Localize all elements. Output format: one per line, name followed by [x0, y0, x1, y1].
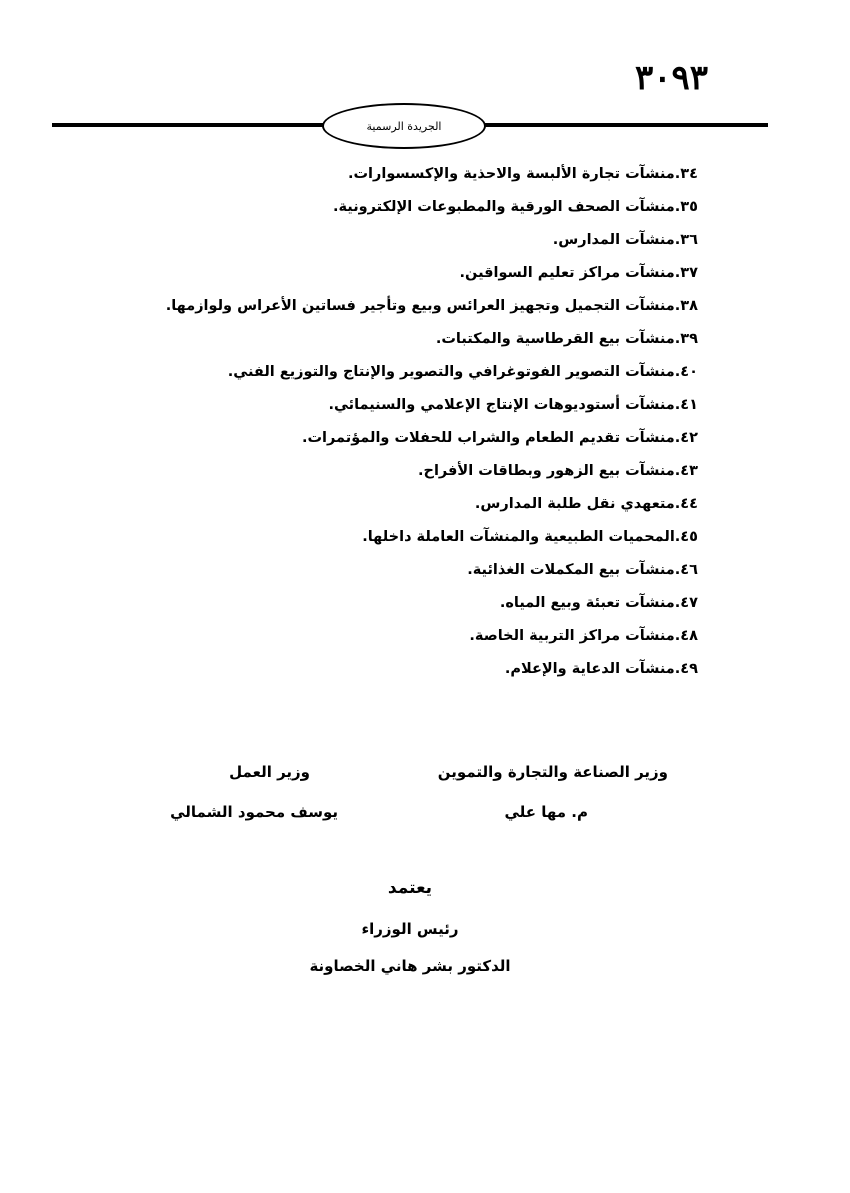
list-item: ٤٦.منشآت بيع المكملات الغذائية. — [467, 562, 698, 578]
approval-label: يعتمد — [387, 878, 433, 898]
establishments-list — [78, 158, 698, 686]
page-number: ٣٠٩٣ — [634, 58, 708, 98]
list-item: ٣٦.منشآت المدارس. — [552, 232, 698, 248]
list-item: ٤٣.منشآت بيع الزهور وبطاقات الأفراح. — [417, 463, 698, 479]
list-item: ٣٥.منشآت الصحف الورقية والمطبوعات الإلكترونية. — [332, 199, 698, 215]
list-item: ٣٤.منشآت تجارة الألبسة والاحذية والإكسسوارات. — [347, 166, 698, 182]
gazette-title-badge — [322, 103, 486, 149]
list-item: ٣٨.منشآت التجميل وتجهيز العرائس وبيع وتأجير فساتين الأعراس ولوازمها. — [165, 298, 698, 314]
industry-minister-title: وزير الصناعة والتجارة والتموين — [437, 763, 668, 781]
labor-minister-name: يوسف محمود الشمالي — [170, 803, 338, 821]
list-item: ٤٢.منشآت تقديم الطعام والشراب للحفلات والمؤتمرات. — [301, 430, 698, 446]
labor-minister-title: وزير العمل — [229, 763, 310, 781]
list-item: ٤٩.منشآت الدعاية والإعلام. — [504, 661, 698, 677]
list-item: ٤٠.منشآت التصوير الفوتوغرافي والتصوير والإنتاج والتوزيع الفني. — [227, 364, 698, 380]
list-item: ٤١.منشآت أستوديوهات الإنتاج الإعلامي والسنيمائي. — [328, 397, 698, 413]
list-item: ٤٧.منشآت تعبئة وبيع المياه. — [499, 595, 698, 611]
industry-minister-name: م. مها علي — [504, 803, 588, 821]
prime-minister-title: رئيس الوزراء — [361, 920, 459, 938]
list-item: ٤٥.المحميات الطبيعية والمنشآت العاملة داخلها. — [362, 529, 698, 545]
prime-minister-name: الدكتور بشر هاني الخصاونة — [309, 957, 511, 975]
list-item: ٣٧.منشآت مراكز تعليم السواقين. — [459, 265, 698, 281]
list-item: ٤٨.منشآت مراكز التربية الخاصة. — [469, 628, 698, 644]
gazette-title: الجريدة الرسمية — [366, 119, 442, 133]
list-item: ٣٩.منشآت بيع القرطاسية والمكتبات. — [435, 331, 698, 347]
list-item: ٤٤.متعهدي نقل طلبة المدارس. — [474, 496, 698, 512]
